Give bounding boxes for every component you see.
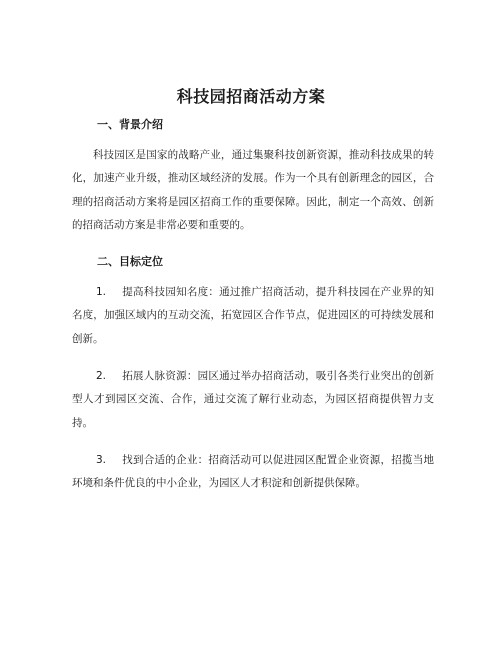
goal-item-1 (72, 281, 434, 351)
goal-item-text: 拓展人脉资源：园区通过举办招商活动，吸引各类行业突出的创新型人才到园区交流、合作，通过交流了解行业动态，为园区招商提供智力支持。 (72, 370, 434, 429)
goal-item-text: 提高科技园知名度：通过推广招商活动，提升科技园在产业界的知名度，加强区域内的互动交流，拓宽园区合作节点，促进园区的可持续发展和创新。 (72, 286, 434, 345)
section-heading-background: 一、背景介绍 (97, 118, 163, 131)
goal-item-number: 3. (96, 454, 107, 466)
goal-item-2 (72, 365, 434, 435)
goal-item-number: 2. (96, 370, 107, 382)
goal-item-3 (72, 449, 434, 496)
goal-item-text: 找到合适的企业：招商活动可以促进园区配置企业资源，招揽当地环境和条件优良的中小企业，为园区人才积淀和创新提供保障。 (72, 454, 434, 490)
background-paragraph: 科技园区是国家的战略产业，通过集聚科技创新资源，推动科技成果的转化，加速产业升级，推动区域经济的发展。作为一个具有创新理念的园区，合理的招商活动方案将是园区招商工作的重要保障。因此，制定一个高效、创新的招商活动方案是非常必要和重要的。 (72, 149, 434, 232)
section-heading-goals: 二、目标定位 (97, 255, 163, 268)
goal-item-number: 1. (96, 286, 107, 298)
document-title: 科技园招商活动方案 (176, 87, 326, 106)
